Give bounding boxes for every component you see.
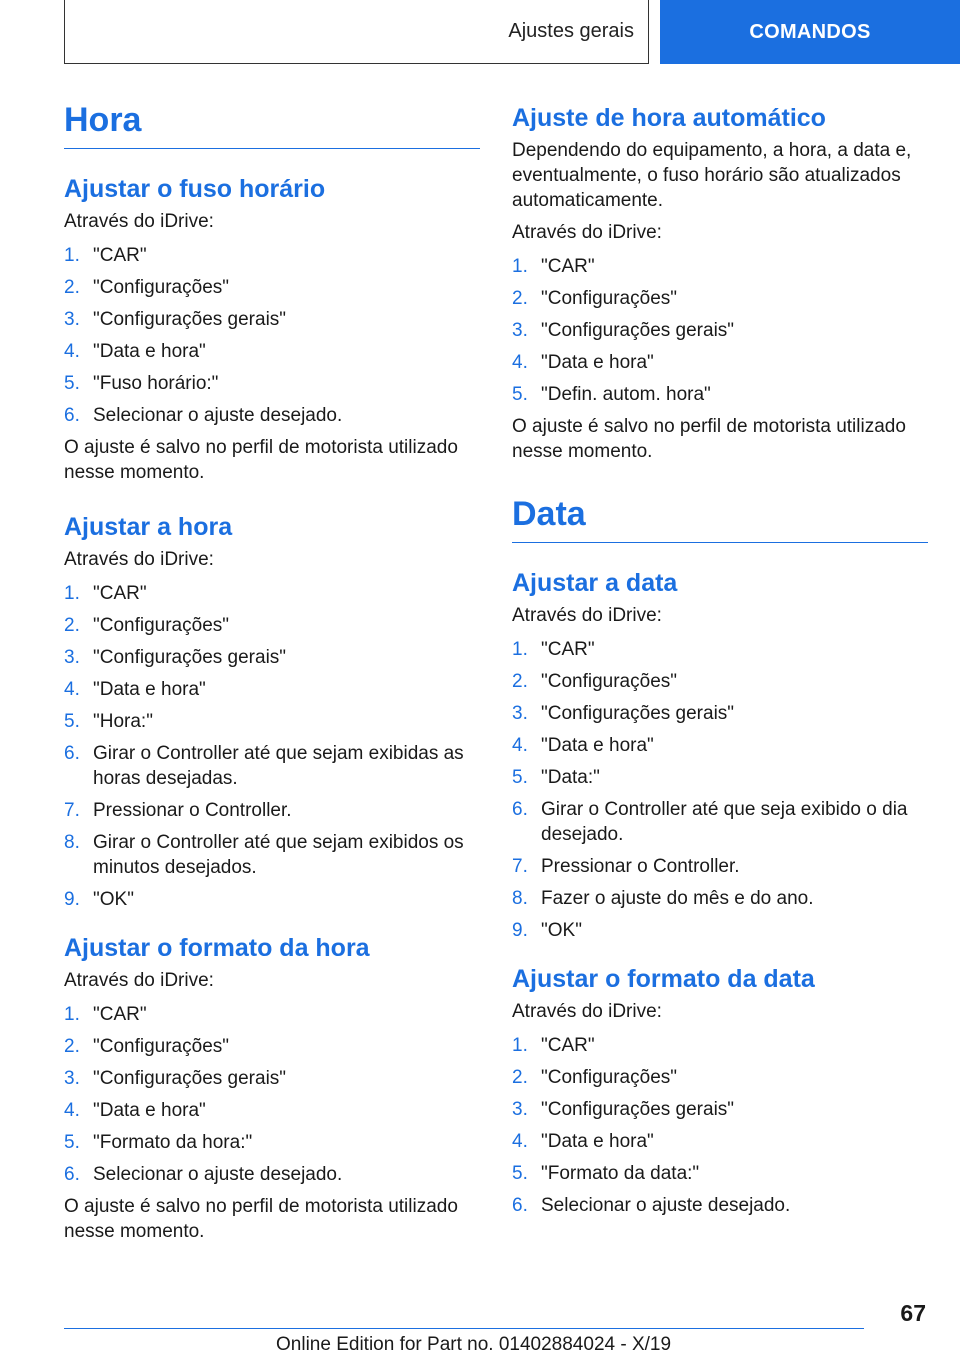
step-text: "Hora:" bbox=[93, 711, 153, 732]
step-text: "CAR" bbox=[541, 639, 595, 660]
list-item bbox=[512, 733, 928, 758]
list-item bbox=[64, 1098, 480, 1123]
step-text: "Configurações gerais" bbox=[93, 647, 287, 668]
step-number: 6. bbox=[64, 405, 80, 426]
step-number: 7. bbox=[64, 800, 80, 821]
step-text: "Configurações gerais" bbox=[541, 1099, 735, 1120]
step-text: "Configurações gerais" bbox=[541, 703, 735, 724]
list-item bbox=[512, 1065, 928, 1090]
step-number: 2. bbox=[512, 1067, 528, 1088]
list-item bbox=[64, 1162, 480, 1187]
step-number: 3. bbox=[512, 1099, 528, 1120]
step-number: 2. bbox=[512, 288, 528, 309]
step-number: 2. bbox=[512, 671, 528, 692]
step-text: "CAR" bbox=[93, 583, 147, 604]
step-number: 5. bbox=[512, 1163, 528, 1184]
heading-ajuste-automatico: Ajuste de hora automático bbox=[512, 104, 826, 132]
list-item bbox=[512, 1193, 928, 1218]
list-item bbox=[512, 918, 928, 943]
steps-list bbox=[512, 254, 928, 407]
right-column bbox=[512, 100, 928, 1225]
list-item bbox=[512, 637, 928, 662]
step-number: 2. bbox=[64, 615, 80, 636]
heading-formato-data: Ajustar o formato da data bbox=[512, 965, 815, 993]
list-item bbox=[512, 1129, 928, 1154]
steps-list bbox=[64, 1002, 480, 1187]
step-number: 8. bbox=[64, 832, 80, 853]
step-number: 1. bbox=[64, 1004, 80, 1025]
description-text: Dependendo do equipamento, a hora, a data e, eventualmente, o fuso horário são atualizados automaticamente. bbox=[512, 140, 912, 211]
step-text: "Configurações" bbox=[93, 1036, 230, 1057]
step-number: 5. bbox=[512, 767, 528, 788]
step-number: 4. bbox=[64, 341, 80, 362]
step-text: "Data e hora" bbox=[541, 1131, 654, 1152]
step-text: Selecionar o ajuste desejado. bbox=[93, 1164, 343, 1185]
step-text: Pressionar o Controller. bbox=[541, 856, 740, 877]
step-number: 5. bbox=[64, 1132, 80, 1153]
note-text: O ajuste é salvo no perfil de motorista utilizado nesse momento. bbox=[64, 437, 458, 483]
list-item bbox=[512, 669, 928, 694]
step-number: 9. bbox=[512, 920, 528, 941]
intro-text: Através do iDrive: bbox=[512, 605, 662, 626]
step-number: 4. bbox=[512, 352, 528, 373]
intro-text: Através do iDrive: bbox=[512, 1001, 662, 1022]
step-number: 1. bbox=[512, 256, 528, 277]
step-text: "Configurações gerais" bbox=[93, 1068, 287, 1089]
header-section-box bbox=[64, 0, 649, 64]
step-number: 3. bbox=[64, 309, 80, 330]
step-number: 8. bbox=[512, 888, 528, 909]
step-number: 6. bbox=[512, 799, 528, 820]
step-text: "Data e hora" bbox=[541, 352, 654, 373]
step-text: "Configurações" bbox=[541, 671, 678, 692]
list-item bbox=[512, 1161, 928, 1186]
list-item bbox=[512, 254, 928, 279]
list-item bbox=[64, 677, 480, 702]
list-item bbox=[512, 286, 928, 311]
steps-list bbox=[64, 243, 480, 428]
intro-text: Através do iDrive: bbox=[512, 222, 662, 243]
heading-ajustar-fuso: Ajustar o fuso horário bbox=[64, 175, 326, 203]
list-item bbox=[64, 741, 480, 791]
intro-text: Através do iDrive: bbox=[64, 211, 214, 232]
step-number: 3. bbox=[64, 647, 80, 668]
list-item bbox=[64, 1002, 480, 1027]
section-title-hora: Hora bbox=[64, 100, 480, 149]
steps-list bbox=[512, 1033, 928, 1218]
list-item bbox=[512, 886, 928, 911]
list-item bbox=[512, 701, 928, 726]
step-text: Selecionar o ajuste desejado. bbox=[541, 1195, 791, 1216]
step-number: 1. bbox=[64, 245, 80, 266]
list-item bbox=[512, 1033, 928, 1058]
intro-text: Através do iDrive: bbox=[64, 970, 214, 991]
step-text: Fazer o ajuste do mês e do ano. bbox=[541, 888, 814, 909]
heading-ajustar-hora: Ajustar a hora bbox=[64, 513, 233, 541]
step-number: 3. bbox=[512, 703, 528, 724]
list-item bbox=[512, 350, 928, 375]
steps-list bbox=[512, 637, 928, 943]
step-text: "Defin. autom. hora" bbox=[541, 384, 711, 405]
list-item bbox=[512, 318, 928, 343]
step-text: "Formato da data:" bbox=[541, 1163, 700, 1184]
step-text: Girar o Controller até que sejam exibidos os minutos desejados. bbox=[93, 832, 464, 878]
step-text: "Data e hora" bbox=[93, 341, 206, 362]
step-text: "OK" bbox=[541, 920, 582, 941]
step-number: 9. bbox=[64, 889, 80, 910]
list-item bbox=[64, 1034, 480, 1059]
step-text: "CAR" bbox=[93, 245, 147, 266]
step-text: Girar o Controller até que sejam exibidas as horas desejadas. bbox=[93, 743, 464, 789]
list-item bbox=[64, 1130, 480, 1155]
section-title-data: Data bbox=[512, 494, 928, 543]
step-text: Girar o Controller até que seja exibido o dia desejado. bbox=[541, 799, 908, 845]
step-text: "Formato da hora:" bbox=[93, 1132, 253, 1153]
list-item bbox=[512, 1097, 928, 1122]
step-text: "OK" bbox=[93, 889, 134, 910]
step-number: 7. bbox=[512, 856, 528, 877]
step-text: "Configurações" bbox=[93, 615, 230, 636]
list-item bbox=[64, 709, 480, 734]
steps-list bbox=[64, 581, 480, 912]
step-number: 3. bbox=[512, 320, 528, 341]
step-text: "Configurações" bbox=[541, 288, 678, 309]
step-text: Selecionar o ajuste desejado. bbox=[93, 405, 343, 426]
intro-text: Através do iDrive: bbox=[64, 549, 214, 570]
step-number: 1. bbox=[512, 1035, 528, 1056]
list-item bbox=[64, 339, 480, 364]
step-number: 5. bbox=[64, 373, 80, 394]
step-text: "Configurações gerais" bbox=[541, 320, 735, 341]
header-section-title: Ajustes gerais bbox=[508, 20, 634, 42]
list-item bbox=[64, 371, 480, 396]
step-number: 4. bbox=[64, 1100, 80, 1121]
step-number: 2. bbox=[64, 277, 80, 298]
step-number: 2. bbox=[64, 1036, 80, 1057]
step-number: 5. bbox=[64, 711, 80, 732]
step-text: "Configurações" bbox=[541, 1067, 678, 1088]
list-item bbox=[512, 765, 928, 790]
list-item bbox=[512, 382, 928, 407]
list-item bbox=[64, 887, 480, 912]
step-text: Pressionar o Controller. bbox=[93, 800, 292, 821]
footer-edition: Online Edition for Part no. 01402884024 - X/19 bbox=[276, 1334, 672, 1355]
list-item bbox=[64, 403, 480, 428]
heading-ajustar-data: Ajustar a data bbox=[512, 569, 678, 597]
note-text: O ajuste é salvo no perfil de motorista utilizado nesse momento. bbox=[512, 416, 906, 462]
list-item bbox=[64, 798, 480, 823]
step-text: "Data e hora" bbox=[541, 735, 654, 756]
step-text: "Fuso horário:" bbox=[93, 373, 219, 394]
header-chapter-title: COMANDOS bbox=[749, 20, 871, 43]
step-number: 6. bbox=[64, 743, 80, 764]
list-item bbox=[64, 613, 480, 638]
step-number: 3. bbox=[64, 1068, 80, 1089]
step-text: "Data:" bbox=[541, 767, 600, 788]
page-number: 67 bbox=[900, 1300, 926, 1326]
step-text: "Configurações" bbox=[93, 277, 230, 298]
step-text: "Data e hora" bbox=[93, 679, 206, 700]
step-text: "Data e hora" bbox=[93, 1100, 206, 1121]
step-number: 4. bbox=[64, 679, 80, 700]
footer-divider bbox=[64, 1328, 864, 1329]
step-text: "CAR" bbox=[93, 1004, 147, 1025]
step-number: 4. bbox=[512, 1131, 528, 1152]
left-column bbox=[64, 100, 480, 1244]
list-item bbox=[64, 307, 480, 332]
step-text: "CAR" bbox=[541, 1035, 595, 1056]
step-number: 1. bbox=[512, 639, 528, 660]
step-number: 6. bbox=[64, 1164, 80, 1185]
heading-formato-hora: Ajustar o formato da hora bbox=[64, 934, 370, 962]
list-item bbox=[64, 581, 480, 606]
step-text: "CAR" bbox=[541, 256, 595, 277]
step-number: 4. bbox=[512, 735, 528, 756]
step-text: "Configurações gerais" bbox=[93, 309, 287, 330]
step-number: 6. bbox=[512, 1195, 528, 1216]
list-item bbox=[64, 243, 480, 268]
list-item bbox=[64, 830, 480, 880]
list-item bbox=[512, 854, 928, 879]
header-chapter-tab bbox=[660, 0, 960, 64]
note-text: O ajuste é salvo no perfil de motorista utilizado nesse momento. bbox=[64, 1196, 458, 1242]
step-number: 1. bbox=[64, 583, 80, 604]
list-item bbox=[64, 1066, 480, 1091]
list-item bbox=[64, 275, 480, 300]
step-number: 5. bbox=[512, 384, 528, 405]
list-item bbox=[64, 645, 480, 670]
list-item bbox=[512, 797, 928, 847]
